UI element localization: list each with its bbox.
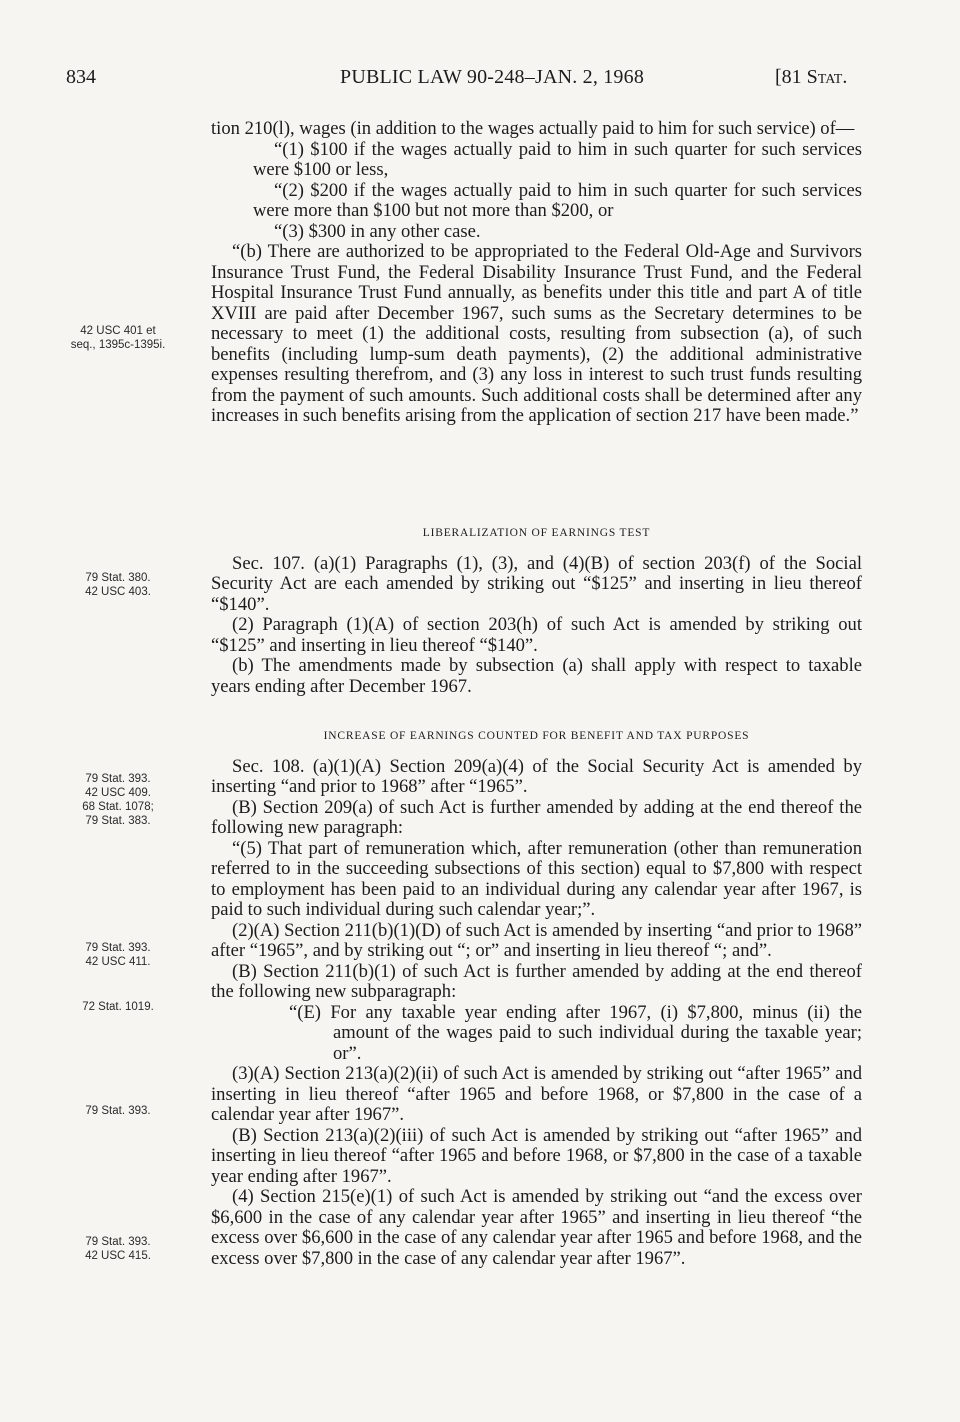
paragraph: Sec. 107. (a)(1) Paragraphs (1), (3), and (4)(B) of section 203(f) of the Social Security Act are each amended by striking out “$125” and inserting in lieu thereof “$140”. xyxy=(211,552,862,615)
margin-note-line: 79 Stat. 393. xyxy=(85,773,151,785)
margin-note-line: seq., 1395c-1395i. xyxy=(70,339,166,351)
paragraph: (3)(A) Section 213(a)(2)(ii) of such Act is amended by striking out “after 1965” and inserting in lieu thereof “after 1965 and before 1968, or $7,800 in the case of a calendar year after 1967”. xyxy=(211,1063,862,1125)
paragraph: “(2) $200 if the wages actually paid to him in such quarter for such services were more than $100 but not more than $200, or xyxy=(253,179,862,221)
running-title: PUBLIC LAW 90-248–JAN. 2, 1968 xyxy=(340,66,645,88)
section-107 xyxy=(211,517,862,697)
paragraph: (B) Section 213(a)(2)(iii) of such Act is amended by striking out “after 1965” and inserting in lieu thereof “after 1965 and before 1968, or $7,800 in the case of a taxable year ending after 1967”. xyxy=(211,1124,862,1187)
margin-note-2 xyxy=(38,571,198,599)
margin-note-line: 42 USC 411. xyxy=(85,956,151,968)
paragraph: “(1) $100 if the wages actually paid to him in such quarter for such services were $100 or less, xyxy=(253,138,862,180)
page-number: 834 xyxy=(66,66,96,88)
paragraph: “(5) That part of remuneration which, after remuneration (other than remuneration referred to in the succeeding subsections of this section) equal to $7,800 with respect to employment has been paid to an individual during any calendar year after 1967, is paid to such individual during such calendar year;”. xyxy=(211,837,862,920)
margin-note-line: 42 USC 415. xyxy=(85,1250,151,1262)
statute-word: Stat. xyxy=(806,66,848,88)
margin-note-4 xyxy=(38,941,198,969)
paragraph: (B) Section 211(b)(1) of such Act is further amended by adding at the end thereof the following new subparagraph: xyxy=(211,960,862,1002)
paragraph: (b) The amendments made by subsection (a) shall apply with respect to taxable years ending after December 1967. xyxy=(211,655,862,697)
page-header xyxy=(0,66,960,96)
margin-note-line: 72 Stat. 1019. xyxy=(82,1001,154,1013)
paragraph: (B) Section 209(a) of such Act is further amended by adding at the end thereof the following new paragraph: xyxy=(211,796,862,838)
margin-note-line: 42 USC 409. xyxy=(85,787,151,799)
margin-note-1 xyxy=(38,324,198,352)
margin-note-7 xyxy=(38,1235,198,1263)
margin-note-3 xyxy=(38,772,198,828)
paragraph: (4) Section 215(e)(1) of such Act is amended by striking out “and the excess over $6,600 in the case of any calendar year after 1965” and inserting in lieu thereof “the excess over $6,600 in the case of any calendar year after 1965 and before 1968, and the excess over $7,800 in the case of any calendar year after 1967”. xyxy=(211,1186,862,1269)
paragraph: “(b) There are authorized to be appropriated to the Federal Old-Age and Survivors Insurance Trust Fund, the Federal Disability Insurance Trust Fund, and the Federal Hospital Insurance Trust Fund annually, as benefits under this title and part A of title XVIII are paid after December 1967, such sums as the Secretary determines to be necessary to meet (1) the additional costs, resulting from subsection (a), of such benefits (including lump-sum death payments), (2) the additional administrative expenses resulting therefrom, and (3) any loss in interest to such trust funds resulting from the payment of such amounts. Such additional costs shall be determined after any increases in such benefits arising from the application of section 217 have been made.” xyxy=(211,241,862,426)
paragraph: “(E) For any taxable year ending after 1967, (i) $7,800, minus (ii) the amount of the wages paid to such individual during the taxable year; or”. xyxy=(289,1001,862,1064)
margin-note-line: 79 Stat. 393. xyxy=(85,1236,151,1248)
margin-note-line: 68 Stat. 1078; xyxy=(82,801,154,813)
section-heading: INCREASE OF EARNINGS COUNTED FOR BENEFIT AND TAX PURPOSES xyxy=(323,730,750,742)
main-text-top xyxy=(211,119,862,427)
margin-note-line: 79 Stat. 383. xyxy=(85,815,151,827)
margin-note-line: 79 Stat. 380. xyxy=(85,572,151,584)
margin-note-line: 42 USC 401 et xyxy=(80,325,156,337)
paragraph: tion 210(l), wages (in addition to the wages actually paid to him for such service) of— xyxy=(211,118,855,139)
section-heading: LIBERALIZATION OF EARNINGS TEST xyxy=(422,527,651,539)
paragraph: (2) Paragraph (1)(A) of section 203(h) of such Act is amended by striking out “$125” and inserting in lieu thereof “$140”. xyxy=(211,614,862,656)
statute-prefix: [81 xyxy=(775,66,807,88)
margin-note-line: 42 USC 403. xyxy=(85,586,151,598)
paragraph: (2)(A) Section 211(b)(1)(D) of such Act is amended by inserting “and prior to 1968” after “1965”, and by striking out “; or” and inserting in lieu thereof “; and”. xyxy=(211,919,862,961)
margin-note-5 xyxy=(38,1000,198,1014)
margin-note-line: 79 Stat. 393. xyxy=(85,1105,151,1117)
margin-note-line: 79 Stat. 393. xyxy=(85,942,151,954)
statute-reference xyxy=(775,66,847,89)
section-108 xyxy=(211,720,862,1269)
margin-note-6 xyxy=(38,1104,198,1118)
paragraph: Sec. 108. (a)(1)(A) Section 209(a)(4) of the Social Security Act is amended by inserting “and prior to 1968” after “1965”. xyxy=(211,755,862,797)
paragraph: “(3) $300 in any other case. xyxy=(274,220,481,242)
